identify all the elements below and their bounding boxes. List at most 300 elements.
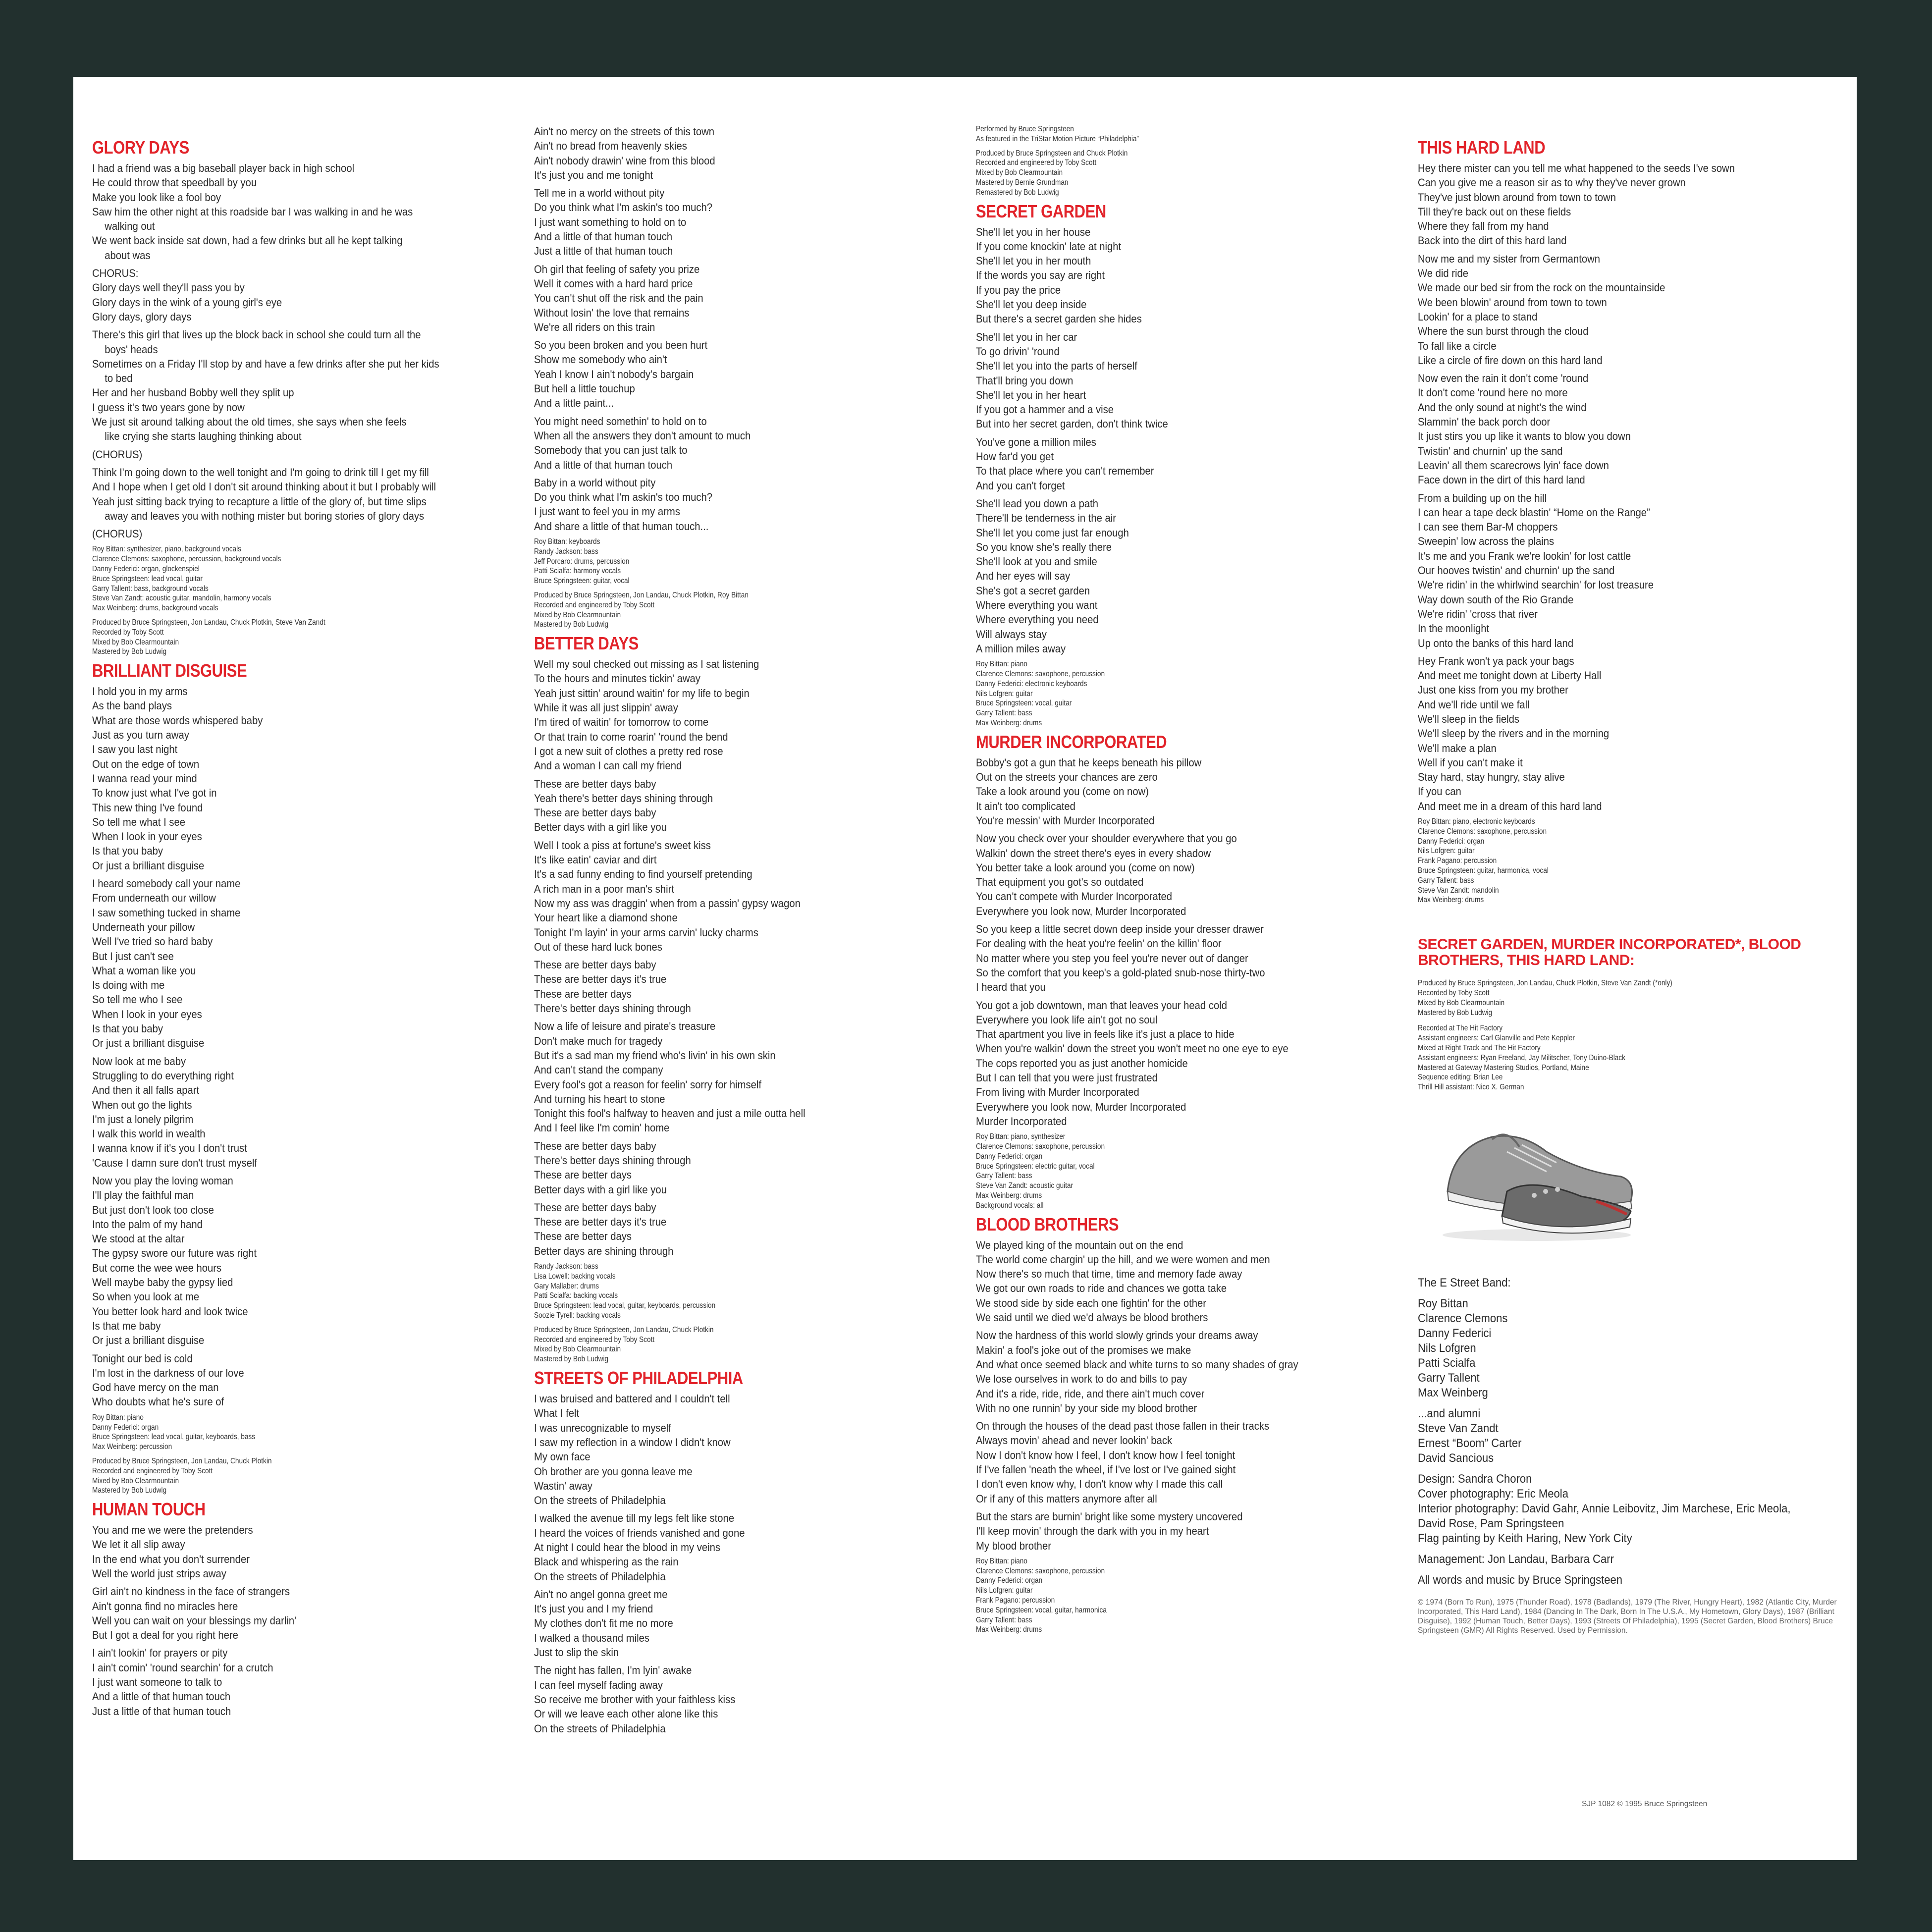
- text-line: I walked the avenue till my legs felt like stone: [534, 1512, 735, 1525]
- text-line: Struggling to do everything right: [92, 1069, 234, 1082]
- text-line: She'll let you in her house: [976, 225, 1091, 238]
- text-line: Now I don't know how I feel, I don't know how I feel tonight: [976, 1449, 1235, 1461]
- text-line: These are better days: [534, 1169, 632, 1181]
- text-line: Mixed by Bob Clearmountain: [92, 638, 179, 646]
- text-line: We been blowin' around from town to town: [1418, 296, 1607, 309]
- band-credit-block: [1418, 1406, 1844, 1466]
- text-line: Cover photography: Eric Meola: [1418, 1487, 1568, 1501]
- text-line: And a little of that human touch: [534, 230, 673, 243]
- text-line: And can't stand the company: [534, 1064, 663, 1076]
- text-line: Is that me baby: [92, 1319, 161, 1332]
- text-line: I can feel myself fading away: [534, 1678, 663, 1691]
- text-line: She'll let you in her car: [976, 330, 1077, 343]
- text-line: Hey there mister can you tell me what happened to the seeds I've sown: [1418, 162, 1735, 174]
- text-line: And then it all falls apart: [92, 1084, 200, 1097]
- text-line: And meet me tonight down at Liberty Hall: [1418, 669, 1602, 682]
- text-line: I walked a thousand miles: [534, 1631, 650, 1644]
- text-line: Tonight I'm layin' in your arms carvin' lucky charms: [534, 926, 758, 939]
- column-1: [92, 135, 518, 1722]
- text-line: Just as you turn away: [92, 729, 189, 742]
- text-line: Mastered by Bernie Grundman: [976, 178, 1069, 187]
- text-line: When I look in your eyes: [92, 1008, 202, 1020]
- text-line: Roy Bittan: piano: [976, 660, 1027, 669]
- text-line: Ernest “Boom” Carter: [1418, 1437, 1522, 1450]
- text-line: Who doubts what he's sure of: [92, 1395, 224, 1408]
- text-line: Better days with a girl like you: [534, 821, 667, 834]
- text-line: Recorded by Toby Scott: [1418, 989, 1490, 998]
- text-line: But there's a secret garden she hides: [976, 313, 1142, 325]
- text-line: Stay hard, stay hungry, stay alive: [1418, 771, 1565, 784]
- text-line: Is that you baby: [92, 1022, 163, 1035]
- text-line: And what once seemed black and white turns to so many shades of gray: [976, 1358, 1298, 1371]
- text-line: Well I've tried so hard baby: [92, 935, 213, 948]
- text-line: I can hear a tape deck blastin' “Home on the Range”: [1418, 506, 1650, 519]
- text-line: But it's a sad man my friend who's livin' in his own skin: [534, 1049, 776, 1062]
- text-line: Randy Jackson: bass: [534, 1262, 598, 1271]
- text-line: And a woman I can call my friend: [534, 759, 682, 772]
- text-line: Makin' a fool's joke out of the promises we make: [976, 1343, 1191, 1356]
- text-line: But I can tell that you were just frustrated: [976, 1072, 1158, 1084]
- group-credits: [1418, 978, 1844, 1092]
- text-line: But the stars are burnin' bright like some mystery uncovered: [976, 1510, 1243, 1523]
- text-line: Yeah just sittin' around waitin' for my life to begin: [534, 687, 750, 699]
- text-line: Garry Tallent: bass: [976, 709, 1032, 718]
- text-line: We lose ourselves in work to do and bills to pay: [976, 1373, 1187, 1386]
- copyright-notice: © 1974 (Born To Run), 1975 (Thunder Road), 1978 (Badlands), 1979 (The River, Hungry Heart), 1982 (Atlantic City, Murder Incorporated, This Hard Land), 1984 (Dancing In The Dark, Born In The U.S.A., My Hometown, Glory Days), 1987 (Brilliant Disguise), 1992 (Human Touch, Better Days), 1993 (Streets Of Philadelphia), 1995 (Secret Garden, Blood Brothers) Bruce Springsteen (GMR) All Rights Reserved. Used by Permission.: [1418, 1598, 1837, 1635]
- text-line: Till they're back out on these fields: [1418, 205, 1571, 218]
- text-line: Wastin' away: [534, 1479, 592, 1492]
- text-line: For dealing with the heat you're feelin' on the killin' floor: [976, 937, 1222, 950]
- text-line: Better days with a girl like you: [534, 1183, 667, 1196]
- text-line: But hell a little touchup: [534, 382, 635, 395]
- lyric-stanza: [92, 1174, 518, 1348]
- text-line: Out of these hard luck bones: [534, 940, 662, 953]
- text-line: It's just you and me tonight: [534, 168, 653, 181]
- text-line: Now even the rain it don't come 'round: [1418, 372, 1589, 385]
- text-line: No matter where you step you feel you're never out of danger: [976, 952, 1248, 965]
- lyric-stanza: [534, 414, 960, 472]
- text-line: Recorded and engineered by Toby Scott: [92, 1466, 213, 1475]
- text-line: Danny Federici: organ: [1418, 837, 1485, 846]
- text-line: Danny Federici: electronic keyboards: [976, 679, 1087, 688]
- text-line: Bruce Springsteen: vocal, guitar, harmonica: [976, 1606, 1107, 1614]
- text-line: On through the houses of the dead past those fallen in their tracks: [976, 1420, 1270, 1433]
- text-line: You got a job downtown, man that leaves your head cold: [976, 999, 1227, 1012]
- text-line: Now there's so much that time, time and memory fade away: [976, 1268, 1242, 1281]
- text-line: Bruce Springsteen: guitar, vocal: [534, 577, 630, 586]
- text-line: Nils Lofgren: guitar: [976, 1586, 1033, 1595]
- song-title: BLOOD BROTHERS: [976, 1214, 1119, 1234]
- text-line: Bruce Springsteen: electric guitar, vocal: [976, 1162, 1095, 1171]
- text-line: Roy Bittan: [1418, 1297, 1468, 1310]
- text-line: David Rose, Pam Springsteen: [1418, 1517, 1564, 1530]
- text-line: That'll bring you down: [976, 374, 1073, 387]
- lyric-stanza: [534, 476, 960, 534]
- text-line: Roy Bittan: piano: [976, 1556, 1027, 1565]
- text-line: Hey Frank won't ya pack your bags: [1418, 654, 1574, 667]
- text-line: 'Cause I damn sure don't trust myself: [92, 1156, 257, 1169]
- text-line: Nils Lofgren: [1418, 1342, 1476, 1355]
- text-line: When I look in your eyes: [92, 830, 202, 843]
- song-credits: [1418, 817, 1844, 905]
- text-line: And I feel like I'm comin' home: [534, 1122, 670, 1134]
- text-line: On the streets of Philadelphia: [534, 1570, 666, 1583]
- lyric-stanza: [976, 922, 1402, 994]
- group-credits-block: [1418, 978, 1844, 1018]
- lyric-stanza: [92, 447, 518, 462]
- text-line: Or will we leave each other alone like this: [534, 1708, 718, 1720]
- lyric-stanza: [92, 1351, 518, 1409]
- text-line: These are better days baby: [534, 777, 656, 790]
- text-line: Produced by Bruce Springsteen and Chuck Plotkin: [976, 149, 1128, 158]
- lyric-stanza: [534, 1392, 960, 1507]
- text-line: Patti Scialfa: harmony vocals: [534, 567, 621, 576]
- text-line: So tell me what I see: [92, 815, 185, 828]
- text-line: Everywhere you look life ain't got no soul: [976, 1013, 1158, 1026]
- text-line: That apartment you live in feels like it's just a place to hide: [976, 1028, 1234, 1041]
- text-line: You're messin' with Murder Incorporated: [976, 814, 1155, 827]
- text-line: Baby in a world without pity: [534, 476, 656, 489]
- text-line: There's this girl that lives up the block back in school she could turn all the: [92, 328, 421, 341]
- text-line: Max Weinberg: drums: [976, 1191, 1042, 1200]
- text-line: The night has fallen, I'm lyin' awake: [534, 1664, 692, 1677]
- band-credit-block: [1418, 1573, 1844, 1588]
- text-line: about was: [105, 249, 151, 262]
- text-line: And share a little of that human touch...: [534, 520, 709, 533]
- text-line: These are better days it's true: [534, 973, 667, 986]
- lyric-stanza: [1418, 654, 1844, 813]
- lyric-stanza: [976, 1509, 1402, 1553]
- text-line: So you been broken and you been hurt: [534, 339, 708, 352]
- text-line: Recorded and engineered by Toby Scott: [976, 159, 1097, 167]
- lyric-stanza: [1418, 161, 1844, 248]
- text-line: Danny Federici: [1418, 1327, 1492, 1340]
- text-line: to bed: [105, 372, 133, 385]
- text-line: Ain't no mercy on the streets of this town: [534, 125, 715, 138]
- text-line: Oh girl that feeling of safety you prize: [534, 263, 700, 275]
- text-line: Somebody that you can just talk to: [534, 444, 688, 457]
- text-line: He could throw that speedball by you: [92, 176, 257, 189]
- song-title: BRILLIANT DISGUISE: [92, 660, 247, 681]
- text-line: Roy Bittan: piano: [92, 1413, 144, 1422]
- text-line: We'll make a plan: [1418, 742, 1497, 754]
- text-line: It's me and you Frank we're lookin' for lost cattle: [1418, 549, 1631, 562]
- text-line: Is doing with me: [92, 979, 165, 992]
- text-line: Now a life of leisure and pirate's treasure: [534, 1020, 716, 1033]
- text-line: These are better days baby: [534, 1201, 656, 1214]
- text-line: And meet me in a dream of this hard land: [1418, 800, 1602, 812]
- text-line: Randy Jackson: bass: [534, 547, 598, 556]
- text-line: walking out: [105, 220, 155, 233]
- text-line: The cops reported you as just another homicide: [976, 1057, 1188, 1070]
- text-line: Management: Jon Landau, Barbara Carr: [1418, 1553, 1614, 1566]
- text-line: Can you give me a reason sir as to why they've never grown: [1418, 176, 1686, 189]
- text-line: Glory days in the wink of a young girl's eye: [92, 296, 282, 309]
- text-line: In the end what you don't surrender: [92, 1553, 250, 1565]
- text-line: Well maybe baby the gypsy lied: [92, 1276, 233, 1289]
- text-line: From underneath our willow: [92, 892, 216, 905]
- text-line: If you can: [1418, 785, 1461, 798]
- text-line: But just don't look too close: [92, 1203, 214, 1216]
- text-line: We'll sleep in the fields: [1418, 712, 1519, 725]
- text-line: Sweepin' low across the plains: [1418, 535, 1555, 548]
- text-line: Is that you baby: [92, 845, 163, 858]
- band-credit-block: [1418, 1276, 1844, 1290]
- lyric-stanza: [92, 527, 518, 541]
- text-line: To go drivin' 'round: [976, 345, 1060, 358]
- text-line: We played king of the mountain out on the end: [976, 1238, 1183, 1251]
- text-line: I walk this world in wealth: [92, 1127, 206, 1140]
- text-line: And the only sound at night's the wind: [1418, 401, 1587, 414]
- lyric-stanza: [534, 838, 960, 954]
- text-line: Well it comes with a hard hard price: [534, 277, 693, 290]
- text-line: There's better days shining through: [534, 1002, 691, 1015]
- text-line: Yeah there's better days shining through: [534, 792, 713, 805]
- text-line: Just to slip the skin: [534, 1646, 619, 1659]
- text-line: Girl ain't no kindness in the face of strangers: [92, 1585, 290, 1598]
- text-line: Mastered at Gateway Mastering Studios, Portland, Maine: [1418, 1063, 1589, 1072]
- column-4: [1418, 135, 1844, 1635]
- text-line: Frank Pagano: percussion: [1418, 857, 1497, 865]
- text-line: You and me we were the pretenders: [92, 1524, 253, 1537]
- text-line: Face down in the dirt of this hard land: [1418, 474, 1585, 486]
- text-line: And a little of that human touch: [92, 1690, 231, 1703]
- text-line: Or just a brilliant disguise: [92, 859, 205, 872]
- column-2: [534, 124, 960, 1739]
- text-line: Roy Bittan: piano, electronic keyboards: [1418, 817, 1535, 826]
- song-credits: [976, 1132, 1402, 1210]
- text-line: These are better days baby: [534, 1139, 656, 1152]
- song-credits: [534, 590, 960, 630]
- text-line: We made our bed sir from the rock on the mountainside: [1418, 281, 1665, 294]
- lyric-stanza: [976, 1419, 1402, 1506]
- text-line: And turning his heart to stone: [534, 1092, 665, 1105]
- text-line: If the words you say are right: [976, 269, 1105, 282]
- text-line: Better days are shining through: [534, 1244, 674, 1257]
- text-line: Assistant engineers: Carl Glanville and Pete Keppler: [1418, 1034, 1575, 1043]
- text-line: And we'll ride until we fall: [1418, 698, 1530, 711]
- text-line: Yeah I know I ain't nobody's bargain: [534, 368, 694, 380]
- text-line: Now look at me baby: [92, 1055, 186, 1068]
- text-line: It's just you and I my friend: [534, 1603, 653, 1615]
- text-line: But come the wee wee hours: [92, 1261, 222, 1274]
- text-line: In the moonlight: [1418, 622, 1490, 635]
- text-line: (CHORUS): [92, 528, 143, 540]
- band-credit-block: [1418, 1472, 1844, 1546]
- text-line: Garry Tallent: bass, background vocals: [92, 584, 209, 593]
- text-line: And I hope when I get old I don't sit around thinking about it but I probably will: [92, 481, 436, 493]
- text-line: Don't make much for tragedy: [534, 1034, 663, 1047]
- text-line: I just want someone to talk to: [92, 1676, 222, 1689]
- text-line: Or that train to come roarin' 'round the bend: [534, 730, 728, 743]
- lyric-sheet: [73, 77, 1857, 1860]
- text-line: Mixed by Bob Clearmountain: [976, 168, 1063, 177]
- text-line: Now me and my sister from Germantown: [1418, 252, 1600, 265]
- text-line: When all the answers they don't amount to much: [534, 429, 751, 442]
- song-title: THIS HARD LAND: [1418, 137, 1546, 158]
- text-line: Bruce Springsteen: guitar, harmonica, vocal: [1418, 866, 1549, 875]
- text-line: That equipment you got's so outdated: [976, 876, 1144, 889]
- text-line: Slammin' the back porch door: [1418, 416, 1551, 429]
- text-line: Twistin' and churnin' up the sand: [1418, 444, 1563, 457]
- text-line: Recorded and engineered by Toby Scott: [534, 600, 655, 609]
- text-line: We did ride: [1418, 267, 1469, 280]
- text-line: Danny Federici: organ: [92, 1423, 159, 1432]
- text-line: like crying she starts laughing thinking about: [105, 430, 302, 443]
- text-line: Do you think what I'm askin's too much?: [534, 201, 713, 214]
- text-line: Max Weinberg: drums: [976, 1625, 1042, 1634]
- text-line: Always movin' ahead and never lookin' back: [976, 1434, 1173, 1447]
- text-line: We're ridin' 'cross that river: [1418, 607, 1538, 620]
- text-line: I heard somebody call your name: [92, 877, 241, 890]
- song-title: HUMAN TOUCH: [92, 1499, 206, 1520]
- text-line: Mixed by Bob Clearmountain: [1418, 998, 1505, 1007]
- lyric-stanza: [976, 225, 1402, 326]
- lyric-stanza: [92, 1646, 518, 1718]
- text-line: Assistant engineers: Ryan Freeland, Jay Militscher, Tony Duino-Black: [1418, 1053, 1626, 1062]
- text-line: We got our own roads to ride and chances we gotta take: [976, 1282, 1227, 1295]
- lyric-stanza: [92, 876, 518, 1051]
- text-line: We'll sleep by the rivers and in the morning: [1418, 727, 1610, 740]
- text-line: Garry Tallent: bass: [1418, 876, 1474, 885]
- text-line: I got a new suit of clothes a pretty red rose: [534, 745, 723, 757]
- text-line: Danny Federici: organ: [976, 1576, 1043, 1585]
- text-line: As the band plays: [92, 699, 172, 712]
- text-line: Produced by Bruce Springsteen, Jon Landau, Chuck Plotkin, Steve Van Zandt: [92, 618, 325, 627]
- text-line: Will always stay: [976, 628, 1047, 641]
- text-line: Produced by Bruce Springsteen, Jon Landau, Chuck Plotkin: [534, 1325, 714, 1334]
- text-line: From a building up on the hill: [1418, 491, 1547, 504]
- text-line: Without losin' the love that remains: [534, 306, 690, 319]
- text-line: The world come chargin' up the hill, and we were women and men: [976, 1253, 1270, 1266]
- text-line: Soozie Tyrell: backing vocals: [534, 1311, 621, 1320]
- text-line: She'll let you come just far enough: [976, 526, 1129, 539]
- lyric-stanza: [1418, 491, 1844, 650]
- text-line: Performed by Bruce Springsteen: [976, 125, 1074, 133]
- text-line: Now you play the loving woman: [92, 1174, 233, 1187]
- text-line: Clarence Clemons: [1418, 1312, 1508, 1325]
- text-line: Background vocals: all: [976, 1201, 1044, 1210]
- text-line: I saw you last night: [92, 743, 178, 756]
- text-line: Max Weinberg: percussion: [92, 1443, 172, 1451]
- text-line: Jeff Porcaro: drums, percussion: [534, 557, 630, 566]
- text-line: It's like eatin' caviar and dirt: [534, 854, 657, 866]
- text-line: Frank Pagano: percussion: [976, 1596, 1055, 1605]
- text-line: I can see them Bar-M choppers: [1418, 521, 1558, 534]
- text-line: Patti Scialfa: backing vocals: [534, 1291, 618, 1300]
- text-line: We said until we died we'd always be blood brothers: [976, 1311, 1208, 1324]
- text-line: Recorded and engineered by Toby Scott: [534, 1335, 655, 1344]
- text-line: Mastered by Bob Ludwig: [1418, 1008, 1493, 1017]
- text-line: If I've fallen 'neath the wheel, if I've lost or I've gained sight: [976, 1463, 1236, 1476]
- lyric-stanza: [976, 435, 1402, 493]
- lyric-stanza: [92, 1054, 518, 1170]
- text-line: Bruce Springsteen: vocal, guitar: [976, 699, 1072, 708]
- lyric-stanza: [534, 958, 960, 1016]
- text-line: And it's a ride, ride, ride, and there ain't much cover: [976, 1387, 1205, 1400]
- text-line: It don't come 'round here no more: [1418, 386, 1568, 399]
- lyric-stanza: [534, 1139, 960, 1197]
- lyric-stanza: [976, 755, 1402, 828]
- text-line: Max Weinberg: drums: [1418, 896, 1484, 905]
- text-line: Murder Incorporated: [976, 1115, 1067, 1127]
- text-line: Max Weinberg: drums, background vocals: [92, 604, 218, 613]
- text-line: But I got a deal for you right here: [92, 1629, 238, 1642]
- text-line: My blood brother: [976, 1539, 1051, 1552]
- text-line: Danny Federici: organ: [976, 1152, 1043, 1161]
- text-line: Show me somebody who ain't: [534, 353, 667, 366]
- text-line: You might need somethin' to hold on to: [534, 415, 707, 428]
- text-line: Bobby's got a gun that he keeps beneath his pillow: [976, 756, 1202, 769]
- text-line: These are better days: [534, 1230, 632, 1243]
- text-line: Like a circle of fire down on this hard land: [1418, 354, 1603, 367]
- text-line: boys' heads: [105, 343, 158, 356]
- text-line: We're all riders on this train: [534, 321, 655, 333]
- text-line: Walkin' down the street there's eyes in every shadow: [976, 847, 1211, 859]
- text-line: How far'd you get: [976, 450, 1054, 463]
- text-line: Sometimes on a Friday I'll stop by and have a few drinks after she put her kids: [92, 357, 439, 370]
- text-line: I'll keep movin' through the dark with you in my heart: [976, 1525, 1209, 1538]
- lyric-stanza: [534, 186, 960, 258]
- text-line: So the comfort that you keep's a gold-plated snub-nose thirty-two: [976, 966, 1265, 979]
- lyric-stanza: [976, 831, 1402, 918]
- text-line: But into her secret garden, don't think twice: [976, 418, 1168, 430]
- text-line: Where everything you need: [976, 613, 1099, 626]
- text-line: Or just a brilliant disguise: [92, 1334, 205, 1347]
- text-line: Tonight this fool's halfway to heaven and just a mile outta hell: [534, 1107, 805, 1120]
- text-line: Clarence Clemons: saxophone, percussion: [1418, 827, 1547, 836]
- text-line: I saw something tucked in shame: [92, 906, 241, 919]
- text-line: Steve Van Zandt: acoustic guitar: [976, 1181, 1073, 1190]
- text-line: From living with Murder Incorporated: [976, 1086, 1139, 1099]
- text-line: Everywhere you look now, Murder Incorporated: [976, 905, 1186, 917]
- text-line: But I just can't see: [92, 950, 174, 963]
- band-credits: [1418, 1276, 1844, 1588]
- band-credit-block: [1418, 1296, 1844, 1400]
- text-line: Well the world just strips away: [92, 1567, 226, 1580]
- lyric-stanza: [534, 124, 960, 182]
- text-line: What are those words whispered baby: [92, 714, 263, 727]
- text-line: Yeah just sitting back trying to recapture a little of the glory of, but time slips: [92, 495, 427, 508]
- lyric-stanza: [534, 1511, 960, 1583]
- song-credits: [92, 618, 518, 657]
- text-line: We went back inside sat down, had a few drinks but all he kept talking: [92, 234, 403, 247]
- text-line: If you got a hammer and a vise: [976, 403, 1114, 416]
- text-line: My clothes don't fit me no more: [534, 1617, 673, 1630]
- text-line: I was bruised and battered and I couldn't tell: [534, 1393, 730, 1405]
- text-line: Produced by Bruce Springsteen, Jon Landau, Chuck Plotkin, Roy Bittan: [534, 591, 749, 599]
- text-line: Way down south of the Rio Grande: [1418, 593, 1574, 606]
- text-line: Now the hardness of this world slowly grinds your dreams away: [976, 1329, 1258, 1342]
- catalog-number: SJP 1082 © 1995 Bruce Springsteen: [1582, 1800, 1708, 1808]
- text-line: Just a little of that human touch: [92, 1705, 231, 1717]
- text-line: Bruce Springsteen: lead vocal, guitar: [92, 574, 203, 583]
- text-line: They've just blown around from town to town: [1418, 191, 1616, 204]
- text-line: This new thing I've found: [92, 801, 203, 814]
- band-credit-block: [1418, 1552, 1844, 1567]
- text-line: I'm lost in the darkness of our love: [92, 1366, 244, 1379]
- text-line: Well I took a piss at fortune's sweet kiss: [534, 839, 711, 852]
- text-line: CHORUS:: [92, 267, 139, 280]
- text-line: Produced by Bruce Springsteen, Jon Landau, Chuck Plotkin: [92, 1456, 272, 1465]
- text-line: Max Weinberg: drums: [976, 718, 1042, 727]
- text-line: I hold you in my arms: [92, 685, 188, 698]
- song-credits: [92, 1456, 518, 1496]
- text-line: Mastered by Bob Ludwig: [92, 1486, 167, 1495]
- text-line: Underneath your pillow: [92, 920, 195, 933]
- text-line: Into the palm of my hand: [92, 1218, 203, 1231]
- text-line: Or just a brilliant disguise: [92, 1037, 205, 1050]
